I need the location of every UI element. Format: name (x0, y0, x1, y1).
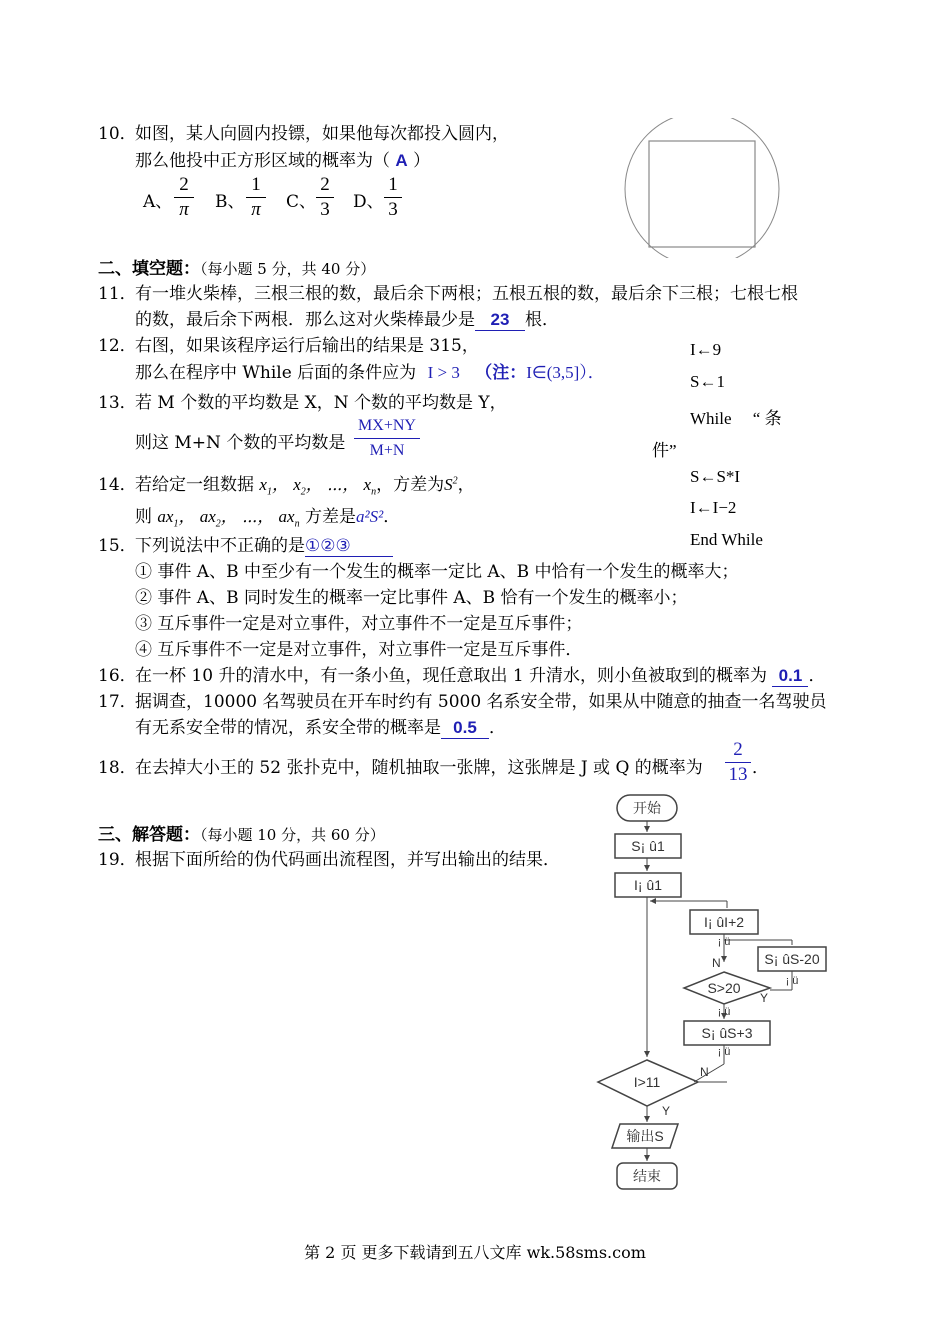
q17-answer-blank (441, 718, 489, 739)
section2-heading (98, 254, 375, 279)
flow-s-plus-text: S¡ ûS+3 (701, 1025, 753, 1041)
q15-number: 15． (98, 536, 137, 556)
q15-text-line1 (135, 531, 393, 557)
section2-title: 二、填空题： (98, 259, 200, 279)
q14-line2-suffix: 方差是 (305, 507, 357, 527)
q11-prefix: 的数，最后余下两根．那么这对火柴棒最少是 (135, 310, 475, 330)
q15-item-2: ② 事件 A、B 同时发生的概率一定比事件 A、B 恰有一个发生的概率小； (135, 588, 688, 608)
flow-y-label-2: Y (662, 1104, 671, 1118)
q11-number: 11． (98, 284, 137, 304)
q14-text-line2 (135, 502, 400, 529)
flow-i-init-text: I¡ û1 (633, 877, 663, 893)
q13-answer-fraction (354, 415, 420, 462)
q16-answer: 0.1 (778, 666, 803, 685)
q12-note-label: （注： (475, 363, 527, 383)
frac-num: 2 (320, 174, 330, 195)
pseudocode-line-6: I←I−2 (690, 498, 737, 517)
q14-variance-symbol: $S^2$ (444, 475, 458, 494)
q11-answer: 23 (490, 310, 510, 329)
q10-option-b-fraction (246, 174, 266, 221)
circle-square-figure (622, 118, 782, 258)
q12-answer: I > 3 (427, 363, 460, 382)
q12-prefix: 那么在程序中 While 后面的条件应为 (135, 363, 417, 383)
q12-text-line1: 右图，如果该程序运行后输出的结果是 315， (135, 336, 479, 356)
q11-suffix: 根． (525, 310, 559, 330)
section3-note: （每小题 10 分，共 60 分） (200, 826, 385, 844)
flow-end-text: 结束 (633, 1168, 661, 1184)
q14-end: ． (383, 507, 401, 527)
q15-item-1: ① 事件 A、B 中至少有一个发生的概率一定比 A、B 中恰有一个发生的概率大； (135, 562, 739, 582)
q16-text (135, 661, 825, 687)
q14-answer: a²S² (356, 507, 384, 526)
flow-s-minus-text: S¡ ûS-20 (764, 951, 820, 967)
frac-den: 13 (728, 764, 748, 785)
q10-option-b-label: B、 (215, 192, 245, 212)
q14-suffix: ，方差为 (376, 475, 445, 495)
q10-option-a-fraction (174, 174, 194, 221)
q10-option-a-label: A、 (143, 192, 173, 212)
q16-end: ． (808, 666, 826, 686)
frac-den: π (251, 199, 261, 220)
q10-number: 10． (98, 124, 137, 144)
q17-end: ． (489, 718, 506, 738)
pseudocode-line-7: End While (690, 530, 763, 549)
q18-end: ． (752, 758, 769, 778)
frac-num: 1 (251, 174, 261, 195)
q10-option-c-label: C、 (286, 192, 317, 212)
frac-num: MX+NY (358, 417, 416, 434)
q10-option-d-label: D、 (353, 192, 384, 212)
q18-text: 在去掉大小王的 52 张扑克中，随机抽取一张牌，这张牌是 J 或 Q 的概率为 (135, 758, 703, 778)
flow-start-text: 开始 (633, 800, 661, 816)
q12-text-line2 (135, 358, 605, 383)
q15-answer-blank (305, 536, 393, 557)
q16-number: 16． (98, 666, 137, 686)
frac-den: M+N (369, 442, 405, 459)
frac-den: 3 (320, 199, 330, 220)
q15-answer: ①②③ (305, 536, 351, 556)
circle-shape (625, 118, 779, 258)
flow-arrow-glyph-4: ¡ ü (717, 1046, 731, 1058)
q12-note-value: I∈(3,5] (526, 363, 580, 382)
q18-answer-fraction (725, 739, 751, 786)
flowchart (590, 790, 840, 1195)
q13-text-line1: 若 M 个数的平均数是 X，N 个数的平均数是 Y， (135, 393, 507, 413)
flow-n-label: N (712, 956, 721, 970)
pseudocode-line-2: S←1 (690, 372, 725, 391)
q13-text-line2: 则这 M+N 个数的平均数是 (135, 433, 346, 453)
q17-number: 17． (98, 692, 137, 712)
pseudocode-line-4: 件” (652, 441, 677, 460)
q17-text-line1: 据调查，10000 名驾驶员在开车时约有 5000 名系安全带，如果从中随意的抽查一名驾驶员 (135, 692, 827, 712)
flow-arrow-glyph-1: ¡ ü (717, 936, 731, 948)
q19-number: 19． (98, 850, 137, 870)
q14-number: 14． (98, 475, 137, 495)
q10-prefix: 那么他投中正方形区域的概率为（ (135, 151, 396, 171)
pseudocode-line-1: I←9 (690, 340, 722, 359)
q15-item-3: ③ 互斥事件一定是对立事件，对立事件不一定是互斥事件； (135, 614, 583, 634)
flow-cond1-text: S>20 (707, 980, 741, 996)
q16-answer-blank (772, 666, 808, 687)
q14-prefix: 若给定一组数据 (135, 475, 254, 495)
q14-scaled-list: $ax_1$， $ax_2$， ⋯， $ax_n$ (157, 507, 300, 530)
frac-den: 3 (388, 199, 398, 220)
q12-note-suffix: ）． (579, 363, 605, 383)
flow-output-text: 输出S (626, 1128, 664, 1144)
q18-number: 18． (98, 758, 137, 778)
pseudocode-line-3: While “ 条 (690, 409, 782, 428)
q10-text-line1: 如图，某人向圆内投镖，如果他每次都投入圆内， (135, 124, 509, 144)
q10-option-c-fraction (316, 174, 334, 221)
q14-data-list: $x_1$， $x_2$， ⋯， $x_n$ (259, 475, 377, 498)
section3-heading (98, 820, 385, 845)
q10-option-d-fraction (384, 174, 402, 221)
flow-arrow-glyph-2: ¡ ü (785, 975, 799, 987)
q19-text: 根据下面所给的伪代码画出流程图，并写出输出的结果． (135, 850, 560, 870)
q11-text-line1: 有一堆火柴棒，三根三根的数，最后余下两根；五根五根的数，最后余下三根；七根七根 (135, 284, 798, 304)
flow-i-inc-text: I¡ ûI+2 (703, 914, 745, 930)
q10-text-line2 (135, 146, 430, 171)
q17-answer: 0.5 (453, 718, 477, 737)
flow-s-init-text: S¡ û1 (631, 838, 665, 854)
square-shape (649, 141, 755, 247)
q11-answer-blank (475, 310, 525, 331)
frac-num: 1 (388, 174, 398, 195)
q14-line2-prefix: 则 (135, 507, 152, 527)
q15-prompt: 下列说法中不正确的是 (135, 536, 305, 556)
frac-den: π (179, 199, 189, 220)
pseudocode-line-5: S←S*I (690, 467, 741, 486)
q16-prompt: 在一杯 10 升的清水中，有一条小鱼，现任意取出 1 升清水，则小鱼被取到的概率为 (135, 666, 768, 686)
q15-item-4: ④ 互斥事件不一定是对立事件，对立事件一定是互斥事件． (135, 640, 583, 660)
q12-number: 12． (98, 336, 137, 356)
q11-text-line2 (135, 305, 559, 331)
q14-text-line1: 若给定一组数据 $x_1$， $x_2$， ⋯， $x_n$，方差为$S^2$， (135, 475, 475, 498)
frac-num: 2 (733, 739, 743, 760)
flow-y-label: Y (760, 991, 769, 1005)
q13-number: 13． (98, 393, 137, 413)
section2-note: （每小题 5 分，共 40 分） (200, 260, 376, 278)
q10-suffix: ） (407, 151, 431, 171)
frac-num: 2 (179, 174, 189, 195)
q17-text-line2 (135, 713, 506, 739)
flow-cond2-text: I>11 (633, 1074, 661, 1090)
flow-arrow-glyph-3: ¡ ü (717, 1006, 731, 1018)
q17-prefix: 有无系安全带的情况，系安全带的概率是 (135, 718, 441, 738)
section3-title: 三、解答题： (98, 825, 200, 845)
page-footer: 第 2 页 更多下载请到五八文库 wk.58sms.com (304, 1243, 646, 1262)
flow-n-label-2: N (700, 1065, 709, 1079)
q10-answer: A (395, 151, 408, 170)
